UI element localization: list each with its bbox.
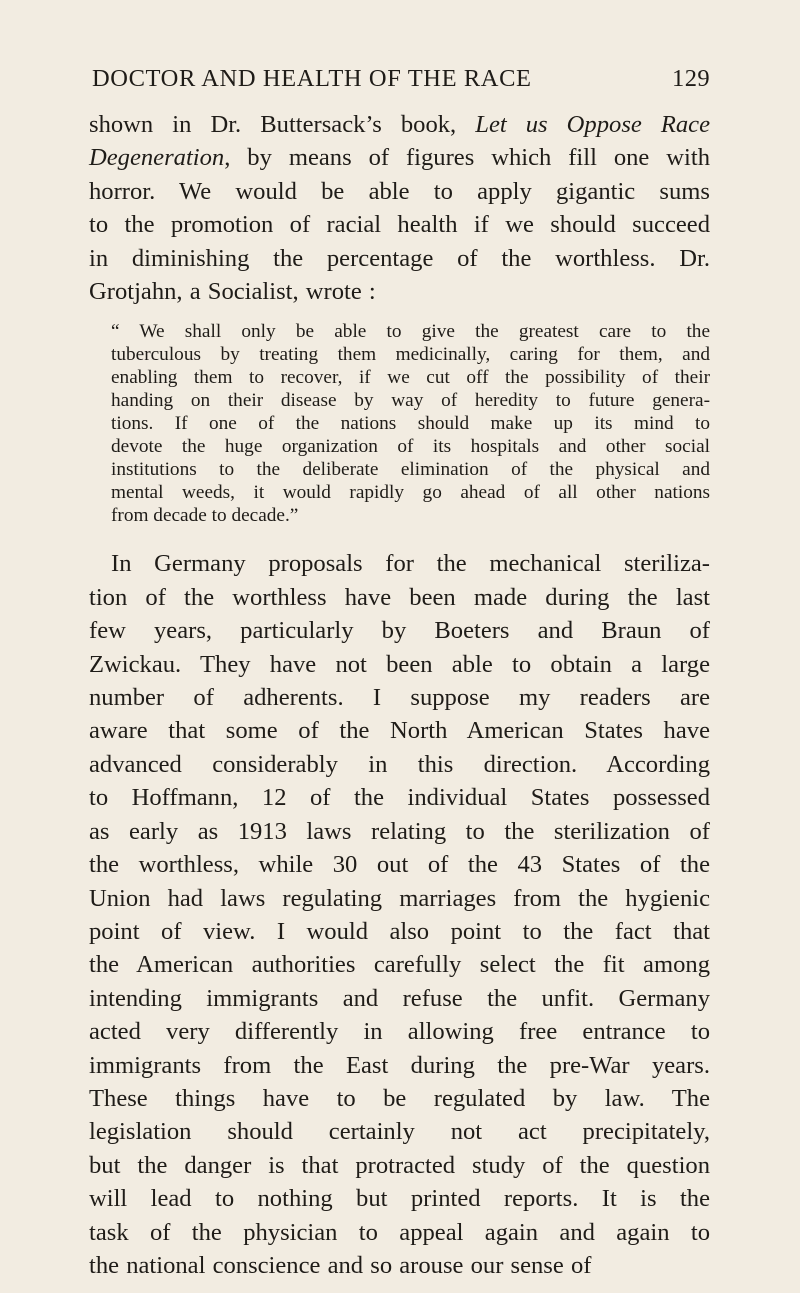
text-line: In Germany proposals for the mechanical steriliza-: [111, 550, 710, 578]
text-line: will lead to nothing but printed reports. It is the: [89, 1185, 710, 1213]
text-line: devote the huge organization of its hospitals and other social: [111, 436, 710, 458]
text-line: task of the physician to appeal again and again to: [89, 1218, 710, 1246]
text-line: tions. If one of the nations should make up its mind to: [111, 413, 710, 435]
italic-book-title: Let us Oppose Race: [475, 111, 711, 138]
text-line: enabling them to recover, if we cut off the possibility of their: [111, 367, 710, 389]
text-line: legislation should certainly not act precipitately,: [89, 1118, 710, 1146]
text-line: acted very differently in allowing free entrance to: [89, 1018, 710, 1046]
text-line: intending immigrants and refuse the unfit. Germany: [89, 984, 710, 1012]
text-line: tuberculous by treating them medicinally, caring for them, and: [111, 344, 710, 366]
text-line: the American authorities carefully select the fit among: [89, 951, 710, 979]
running-title: DOCTOR AND HEALTH OF THE RACE: [92, 65, 532, 92]
text-line: tion of the worthless have been made during the last: [89, 583, 710, 611]
text-line: from decade to decade.”: [111, 505, 299, 527]
text-line: number of adherents. I suppose my readers are: [89, 684, 710, 712]
page-number: 129: [672, 65, 710, 92]
text-line: [89, 175, 710, 208]
text-line: handing on their disease by way of heredity to future genera-: [111, 390, 710, 412]
text-line: point of view. I would also point to the fact that: [89, 917, 710, 945]
text-line: institutions to the deliberate elimination of the physical and: [111, 459, 710, 481]
text-line: “ We shall only be able to give the greatest care to the: [111, 321, 710, 343]
text-segment: shown in Dr. Buttersack’s book,: [89, 111, 476, 138]
text-line: advanced considerably in this direction. According: [89, 750, 710, 778]
running-header: [92, 62, 710, 96]
text-line: aware that some of the North American States have: [89, 717, 710, 745]
text-line: the worthless, while 30 out of the 43 States of the: [89, 851, 710, 879]
text-segment: to the promotion of racial health if we should succeed: [89, 211, 710, 239]
text-line: but the danger is that protracted study of the question: [89, 1151, 710, 1179]
text-line: [89, 108, 710, 141]
text-line: as early as 1913 laws relating to the sterilization of: [89, 817, 710, 845]
text-segment: Grotjahn, a Socialist, wrote :: [89, 278, 376, 306]
text-segment: horror. We would be able to apply gigantic sums: [89, 177, 710, 205]
text-line: [89, 141, 710, 174]
paragraph-sterilization: [89, 547, 710, 1282]
block-quote-grotjahn: [89, 320, 710, 527]
paragraph-intro: [89, 108, 710, 308]
text-line: These things have to be regulated by law. The: [89, 1084, 710, 1112]
italic-book-title: Degeneration: [89, 144, 225, 172]
text-line: Union had laws regulating marriages from the hygienic: [89, 884, 710, 912]
text-line: immigrants from the East during the pre-War years.: [89, 1051, 710, 1079]
text-line: the national conscience and so arouse our sense of: [89, 1251, 592, 1279]
text-line: [89, 275, 710, 308]
text-line: [89, 208, 710, 241]
text-line: Zwickau. They have not been able to obtain a large: [89, 650, 710, 678]
text-line: few years, particularly by Boeters and Braun of: [89, 617, 710, 645]
text-line: mental weeds, it would rapidly go ahead of all other nations: [111, 482, 710, 504]
text-line: [89, 242, 710, 275]
text-line: to Hoffmann, 12 of the individual States possessed: [89, 784, 710, 812]
text-segment: , by means of figures which fill one with: [224, 144, 710, 172]
text-segment: in diminishing the percentage of the worthless. Dr.: [89, 244, 710, 272]
